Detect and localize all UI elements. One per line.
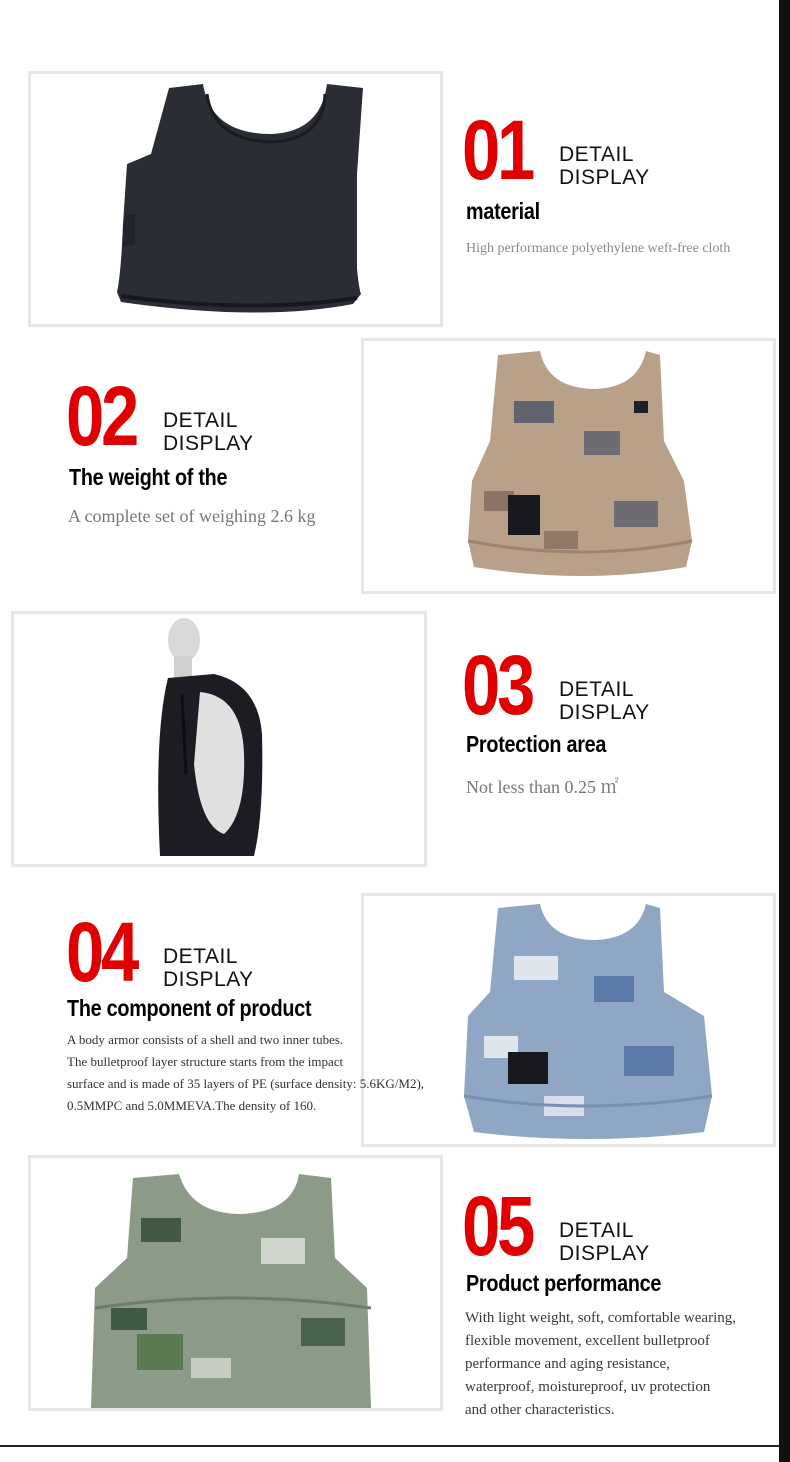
display-text: DISPLAY xyxy=(163,968,254,991)
section-description-01: High performance polyethylene weft-free cloth xyxy=(466,241,731,256)
description-line: waterproof, moistureproof, uv protection xyxy=(465,1379,711,1395)
section-title-02: The weight of the xyxy=(69,464,228,490)
section-title-05: Product performance xyxy=(466,1270,662,1296)
description-line: and other characteristics. xyxy=(465,1402,615,1418)
section-number-02: 02 xyxy=(66,369,137,463)
display-text: DISPLAY xyxy=(559,1242,650,1265)
detail-display-label-03 xyxy=(559,678,650,724)
description-line: 0.5MMPC and 5.0MMEVA.The density of 160. xyxy=(67,1098,317,1113)
section-title-03: Protection area xyxy=(466,731,607,757)
section-number-03: 03 xyxy=(462,638,533,732)
section-title-04: The component of product xyxy=(67,995,312,1021)
display-text: DISPLAY xyxy=(163,432,254,455)
description-line: The bulletproof layer structure starts from the impact xyxy=(67,1054,344,1069)
section-number-04: 04 xyxy=(66,905,137,999)
section-number-01: 01 xyxy=(462,103,533,197)
section-description-02: A complete set of weighing 2.6 kg xyxy=(68,506,316,526)
description-line: flexible movement, excellent bulletproof xyxy=(465,1333,710,1349)
detail-text: DETAIL xyxy=(559,1219,634,1242)
section-title-01: material xyxy=(466,198,540,224)
vest-image-green-camo xyxy=(28,1155,443,1411)
display-text: DISPLAY xyxy=(559,701,650,724)
mannequin-side-image xyxy=(11,611,427,867)
detail-display-label-01 xyxy=(559,143,650,189)
detail-text: DETAIL xyxy=(559,143,634,166)
section-description-04 xyxy=(67,1029,424,1117)
section-number-05: 05 xyxy=(462,1179,533,1273)
section-description-03: Not less than 0.25 ㎡ xyxy=(466,777,619,797)
description-line: surface and is made of 35 layers of PE (surface density: 5.6KG/M2), xyxy=(67,1076,425,1091)
description-line: performance and aging resistance, xyxy=(465,1356,670,1372)
right-edge-bar xyxy=(779,0,790,1462)
detail-text: DETAIL xyxy=(559,678,634,701)
detail-text: DETAIL xyxy=(163,409,238,432)
detail-display-label-05 xyxy=(559,1219,650,1265)
description-line: With light weight, soft, comfortable wearing, xyxy=(465,1310,736,1326)
vest-image-desert-camo xyxy=(361,338,776,594)
section-description-05 xyxy=(465,1307,736,1422)
detail-text: DETAIL xyxy=(163,945,238,968)
bottom-divider xyxy=(0,1445,779,1447)
vest-image-black xyxy=(28,71,443,327)
detail-display-label-02 xyxy=(163,409,254,455)
detail-display-label-04 xyxy=(163,945,254,991)
description-line: A body armor consists of a shell and two inner tubes. xyxy=(67,1032,344,1047)
display-text: DISPLAY xyxy=(559,166,650,189)
